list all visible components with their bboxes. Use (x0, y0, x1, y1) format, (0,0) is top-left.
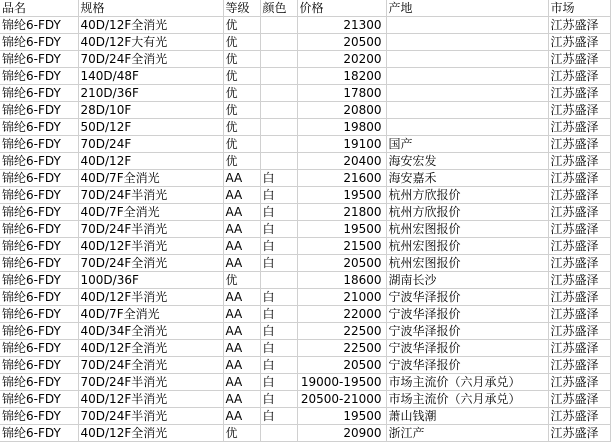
cell-name[interactable]: 锦纶6-FDY (0, 68, 78, 85)
cell-grade[interactable]: AA (223, 255, 260, 272)
cell-origin[interactable]: 市场主流价（六月承兑） (386, 391, 548, 408)
cell-market[interactable]: 江苏盛泽 (548, 323, 610, 340)
cell-grade[interactable]: AA (223, 391, 260, 408)
header-spec[interactable]: 规格 (78, 0, 223, 17)
cell-origin[interactable]: 杭州宏图报价 (386, 255, 548, 272)
cell-market[interactable]: 江苏盛泽 (548, 136, 610, 153)
cell-grade[interactable]: 优 (223, 85, 260, 102)
cell-spec[interactable]: 100D/36F (78, 272, 223, 289)
cell-spec[interactable]: 70D/24F半消光 (78, 221, 223, 238)
cell-name[interactable]: 锦纶6-FDY (0, 102, 78, 119)
table-row (0, 170, 610, 187)
cell-name[interactable]: 锦纶6-FDY (0, 306, 78, 323)
cell-spec[interactable]: 40D/12F半消光 (78, 238, 223, 255)
cell-price[interactable]: 20200 (297, 51, 386, 68)
cell-grade[interactable]: 优 (223, 153, 260, 170)
cell-grade[interactable]: 优 (223, 136, 260, 153)
cell-market[interactable]: 江苏盛泽 (548, 51, 610, 68)
cell-color[interactable] (260, 85, 297, 102)
table-row (0, 153, 610, 170)
cell-market[interactable]: 江苏盛泽 (548, 68, 610, 85)
table-row (0, 340, 610, 357)
cell-market[interactable]: 江苏盛泽 (548, 357, 610, 374)
cell-origin[interactable] (386, 102, 548, 119)
cell-name[interactable]: 锦纶6-FDY (0, 391, 78, 408)
cell-color[interactable] (260, 68, 297, 85)
cell-origin[interactable]: 宁波华泽报价 (386, 357, 548, 374)
cell-color[interactable]: 白 (260, 187, 297, 204)
cell-name[interactable]: 锦纶6-FDY (0, 34, 78, 51)
table-row (0, 391, 610, 408)
cell-origin[interactable]: 杭州宏图报价 (386, 221, 548, 238)
cell-price[interactable]: 19500 (297, 221, 386, 238)
cell-market[interactable]: 江苏盛泽 (548, 374, 610, 391)
cell-market[interactable]: 江苏盛泽 (548, 187, 610, 204)
cell-market[interactable]: 江苏盛泽 (548, 204, 610, 221)
cell-spec[interactable]: 70D/24F全消光 (78, 357, 223, 374)
cell-grade[interactable]: 优 (223, 272, 260, 289)
cell-market[interactable]: 江苏盛泽 (548, 391, 610, 408)
header-grade[interactable]: 等级 (223, 0, 260, 17)
cell-origin[interactable]: 浙江产 (386, 425, 548, 442)
cell-spec[interactable]: 40D/12F (78, 153, 223, 170)
cell-grade[interactable]: AA (223, 204, 260, 221)
cell-grade[interactable]: 优 (223, 17, 260, 34)
cell-name[interactable]: 锦纶6-FDY (0, 153, 78, 170)
cell-origin[interactable]: 海安宏发 (386, 153, 548, 170)
cell-color[interactable] (260, 425, 297, 442)
cell-price[interactable]: 20900 (297, 425, 386, 442)
cell-spec[interactable]: 40D/12F半消光 (78, 289, 223, 306)
cell-origin[interactable]: 宁波华泽报价 (386, 306, 548, 323)
cell-spec[interactable]: 40D/12F全消光 (78, 340, 223, 357)
cell-name[interactable]: 锦纶6-FDY (0, 323, 78, 340)
cell-price[interactable]: 18600 (297, 272, 386, 289)
cell-market[interactable]: 江苏盛泽 (548, 85, 610, 102)
cell-origin[interactable]: 市场主流价（六月承兑） (386, 374, 548, 391)
cell-price[interactable]: 21500 (297, 238, 386, 255)
cell-price[interactable]: 19500 (297, 187, 386, 204)
cell-spec[interactable]: 40D/34F全消光 (78, 323, 223, 340)
cell-color[interactable]: 白 (260, 357, 297, 374)
cell-name[interactable]: 锦纶6-FDY (0, 238, 78, 255)
cell-spec[interactable]: 40D/7F全消光 (78, 204, 223, 221)
cell-price[interactable]: 21000 (297, 289, 386, 306)
cell-name[interactable]: 锦纶6-FDY (0, 17, 78, 34)
cell-market[interactable]: 江苏盛泽 (548, 17, 610, 34)
cell-market[interactable]: 江苏盛泽 (548, 255, 610, 272)
table-row (0, 187, 610, 204)
cell-price[interactable]: 22000 (297, 306, 386, 323)
cell-price[interactable]: 21800 (297, 204, 386, 221)
cell-origin[interactable]: 海安嘉禾 (386, 170, 548, 187)
cell-spec[interactable]: 40D/7F全消光 (78, 170, 223, 187)
cell-origin[interactable]: 萧山钱潮 (386, 408, 548, 425)
cell-market[interactable]: 江苏盛泽 (548, 306, 610, 323)
header-row (0, 0, 610, 17)
cell-market[interactable]: 江苏盛泽 (548, 153, 610, 170)
table-row (0, 289, 610, 306)
cell-color[interactable] (260, 272, 297, 289)
cell-market[interactable]: 江苏盛泽 (548, 119, 610, 136)
cell-color[interactable]: 白 (260, 340, 297, 357)
cell-spec[interactable]: 40D/12F半消光 (78, 391, 223, 408)
cell-spec[interactable]: 70D/24F半消光 (78, 374, 223, 391)
cell-spec[interactable]: 70D/24F半消光 (78, 187, 223, 204)
cell-origin[interactable] (386, 51, 548, 68)
cell-spec[interactable]: 40D/12F全消光 (78, 425, 223, 442)
cell-color[interactable] (260, 17, 297, 34)
cell-price[interactable]: 22500 (297, 323, 386, 340)
table-row (0, 408, 610, 425)
cell-price[interactable]: 17800 (297, 85, 386, 102)
cell-name[interactable]: 锦纶6-FDY (0, 136, 78, 153)
cell-spec[interactable]: 140D/48F (78, 68, 223, 85)
cell-color[interactable]: 白 (260, 289, 297, 306)
cell-grade[interactable]: 优 (223, 68, 260, 85)
cell-color[interactable]: 白 (260, 221, 297, 238)
cell-grade[interactable]: AA (223, 323, 260, 340)
cell-spec[interactable]: 50D/12F (78, 119, 223, 136)
cell-spec[interactable]: 40D/12F大有光 (78, 34, 223, 51)
cell-name[interactable]: 锦纶6-FDY (0, 340, 78, 357)
cell-color[interactable]: 白 (260, 408, 297, 425)
cell-origin[interactable]: 宁波华泽报价 (386, 289, 548, 306)
table-row (0, 34, 610, 51)
cell-price[interactable]: 20500 (297, 34, 386, 51)
cell-grade[interactable]: 优 (223, 102, 260, 119)
cell-name[interactable]: 锦纶6-FDY (0, 51, 78, 68)
cell-origin[interactable]: 杭州方欣报价 (386, 187, 548, 204)
header-color[interactable]: 颜色 (260, 0, 297, 17)
cell-origin[interactable] (386, 85, 548, 102)
table-row (0, 119, 610, 136)
cell-name[interactable]: 锦纶6-FDY (0, 204, 78, 221)
cell-price[interactable]: 19000-19500 (297, 374, 386, 391)
cell-grade[interactable]: AA (223, 306, 260, 323)
cell-market[interactable]: 江苏盛泽 (548, 102, 610, 119)
header-origin[interactable]: 产地 (386, 0, 548, 17)
cell-origin[interactable] (386, 119, 548, 136)
cell-spec[interactable]: 70D/24F (78, 136, 223, 153)
table-row (0, 255, 610, 272)
cell-market[interactable]: 江苏盛泽 (548, 238, 610, 255)
cell-spec[interactable]: 70D/24F全消光 (78, 51, 223, 68)
cell-grade[interactable]: AA (223, 238, 260, 255)
cell-name[interactable]: 锦纶6-FDY (0, 221, 78, 238)
cell-spec[interactable]: 70D/24F全消光 (78, 255, 223, 272)
cell-color[interactable]: 白 (260, 238, 297, 255)
cell-color[interactable]: 白 (260, 391, 297, 408)
cell-name[interactable]: 锦纶6-FDY (0, 170, 78, 187)
cell-price[interactable]: 21600 (297, 170, 386, 187)
cell-color[interactable]: 白 (260, 204, 297, 221)
header-name[interactable]: 品名 (0, 0, 78, 17)
table-row (0, 68, 610, 85)
cell-color[interactable] (260, 51, 297, 68)
cell-market[interactable]: 江苏盛泽 (548, 221, 610, 238)
cell-grade[interactable]: AA (223, 374, 260, 391)
cell-name[interactable]: 锦纶6-FDY (0, 408, 78, 425)
cell-grade[interactable]: 优 (223, 34, 260, 51)
cell-color[interactable]: 白 (260, 374, 297, 391)
table-row (0, 204, 610, 221)
cell-price[interactable]: 19800 (297, 119, 386, 136)
cell-market[interactable]: 江苏盛泽 (548, 340, 610, 357)
cell-origin[interactable]: 宁波华泽报价 (386, 323, 548, 340)
table-row (0, 323, 610, 340)
table-row (0, 136, 610, 153)
cell-color[interactable]: 白 (260, 306, 297, 323)
cell-grade[interactable]: AA (223, 340, 260, 357)
cell-market[interactable]: 江苏盛泽 (548, 272, 610, 289)
cell-market[interactable]: 江苏盛泽 (548, 425, 610, 442)
cell-origin[interactable] (386, 34, 548, 51)
cell-grade[interactable]: 优 (223, 51, 260, 68)
cell-origin[interactable]: 杭州宏图报价 (386, 238, 548, 255)
cell-name[interactable]: 锦纶6-FDY (0, 187, 78, 204)
cell-price[interactable]: 20800 (297, 102, 386, 119)
cell-name[interactable]: 锦纶6-FDY (0, 255, 78, 272)
table-row (0, 85, 610, 102)
table-row (0, 306, 610, 323)
cell-color[interactable] (260, 34, 297, 51)
cell-grade[interactable]: AA (223, 170, 260, 187)
cell-spec[interactable]: 70D/24F半消光 (78, 408, 223, 425)
cell-origin[interactable]: 宁波华泽报价 (386, 340, 548, 357)
cell-price[interactable]: 22500 (297, 340, 386, 357)
cell-price[interactable]: 18200 (297, 68, 386, 85)
cell-origin[interactable] (386, 17, 548, 34)
cell-market[interactable]: 江苏盛泽 (548, 34, 610, 51)
cell-price[interactable]: 19500 (297, 408, 386, 425)
cell-grade[interactable]: 优 (223, 425, 260, 442)
cell-price[interactable]: 20400 (297, 153, 386, 170)
cell-origin[interactable] (386, 68, 548, 85)
table-row (0, 51, 610, 68)
cell-spec[interactable]: 28D/10F (78, 102, 223, 119)
cell-name[interactable]: 锦纶6-FDY (0, 425, 78, 442)
cell-spec[interactable]: 40D/12F全消光 (78, 17, 223, 34)
cell-spec[interactable]: 210D/36F (78, 85, 223, 102)
cell-name[interactable]: 锦纶6-FDY (0, 374, 78, 391)
table-row (0, 102, 610, 119)
cell-market[interactable]: 江苏盛泽 (548, 170, 610, 187)
table-row (0, 272, 610, 289)
cell-name[interactable]: 锦纶6-FDY (0, 85, 78, 102)
header-market[interactable]: 市场 (548, 0, 610, 17)
cell-grade[interactable]: AA (223, 187, 260, 204)
cell-name[interactable]: 锦纶6-FDY (0, 357, 78, 374)
cell-name[interactable]: 锦纶6-FDY (0, 289, 78, 306)
table-row (0, 221, 610, 238)
cell-grade[interactable]: AA (223, 357, 260, 374)
cell-color[interactable] (260, 136, 297, 153)
cell-market[interactable]: 江苏盛泽 (548, 289, 610, 306)
table-row (0, 238, 610, 255)
cell-color[interactable] (260, 102, 297, 119)
cell-color[interactable] (260, 119, 297, 136)
cell-price[interactable]: 19100 (297, 136, 386, 153)
cell-market[interactable]: 江苏盛泽 (548, 408, 610, 425)
cell-origin[interactable]: 湖南长沙 (386, 272, 548, 289)
cell-grade[interactable]: AA (223, 221, 260, 238)
cell-price[interactable]: 20500 (297, 255, 386, 272)
cell-grade[interactable]: 优 (223, 119, 260, 136)
cell-color[interactable]: 白 (260, 170, 297, 187)
table-row (0, 17, 610, 34)
cell-price[interactable]: 21300 (297, 17, 386, 34)
cell-name[interactable]: 锦纶6-FDY (0, 272, 78, 289)
table-row (0, 357, 610, 374)
cell-color[interactable]: 白 (260, 255, 297, 272)
cell-color[interactable]: 白 (260, 323, 297, 340)
header-price[interactable]: 价格 (297, 0, 386, 17)
cell-price[interactable]: 20500 (297, 357, 386, 374)
cell-price[interactable]: 20500-21000 (297, 391, 386, 408)
cell-grade[interactable]: AA (223, 408, 260, 425)
cell-spec[interactable]: 40D/7F全消光 (78, 306, 223, 323)
cell-origin[interactable]: 国产 (386, 136, 548, 153)
cell-color[interactable] (260, 153, 297, 170)
cell-name[interactable]: 锦纶6-FDY (0, 119, 78, 136)
table-row (0, 374, 610, 391)
cell-grade[interactable]: AA (223, 289, 260, 306)
cell-origin[interactable]: 杭州方欣报价 (386, 204, 548, 221)
table-row (0, 425, 610, 442)
